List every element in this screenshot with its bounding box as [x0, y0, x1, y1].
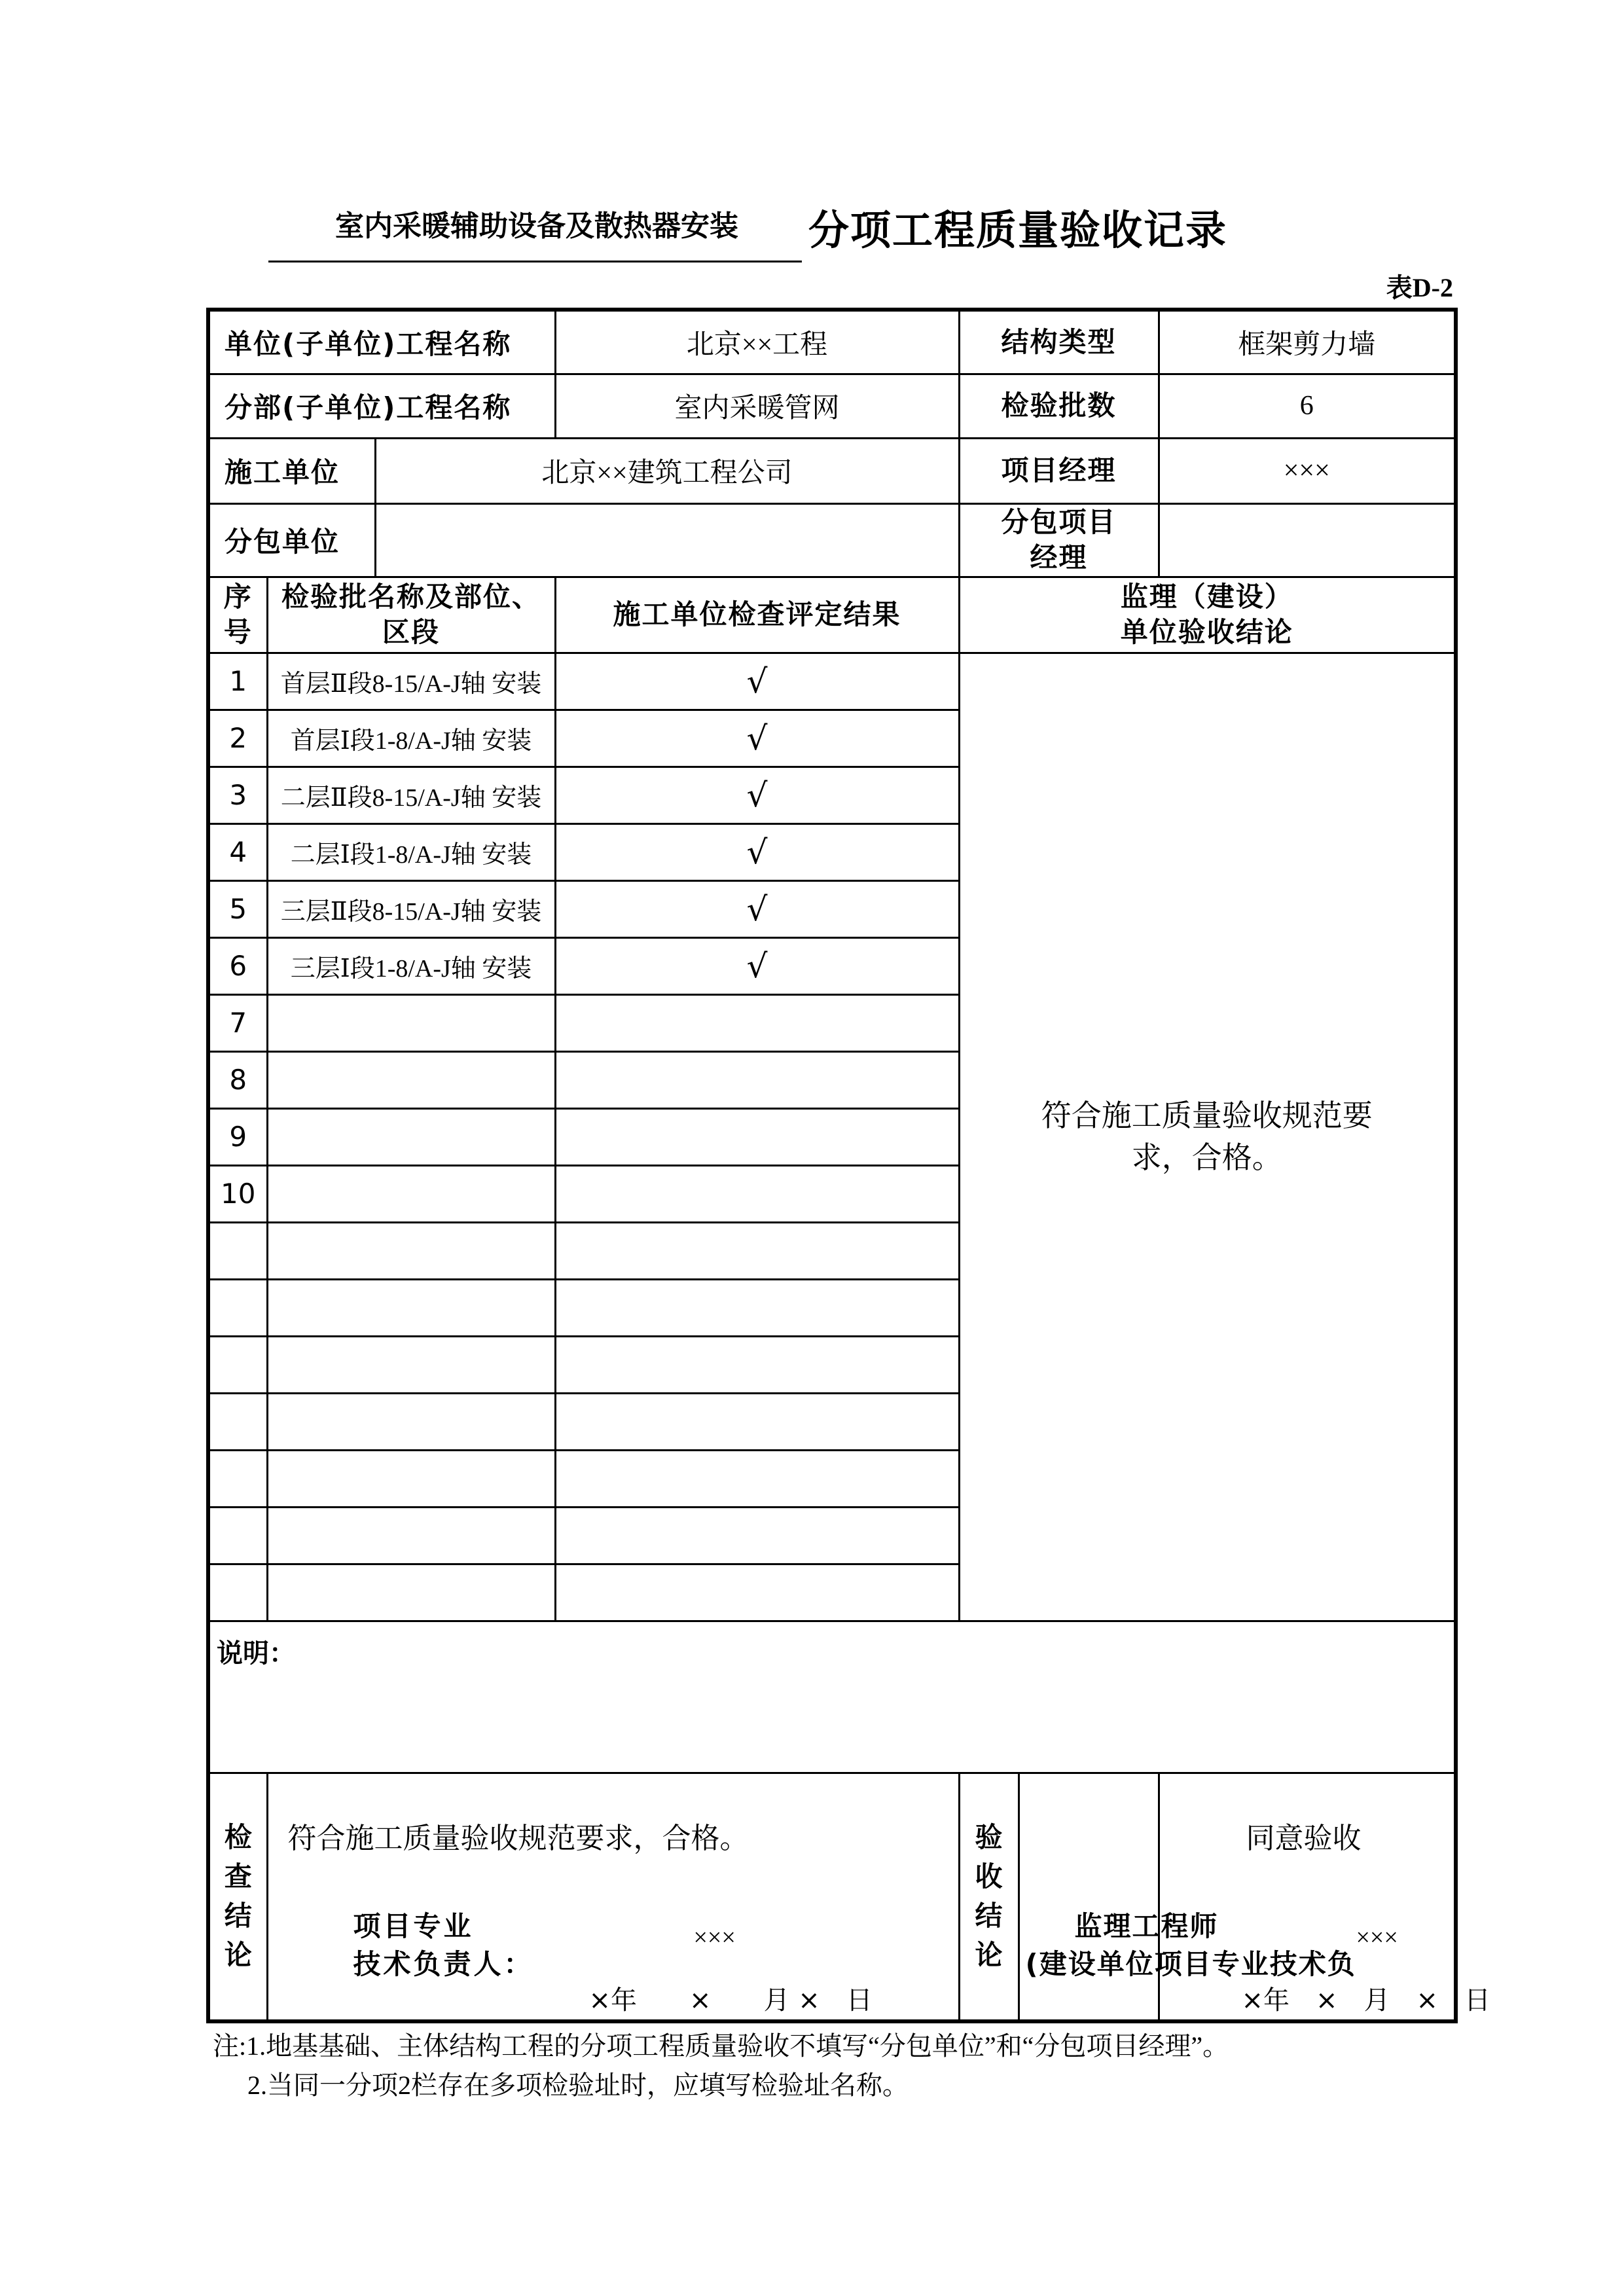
row-result: √ [555, 653, 959, 710]
contractor-value: 北京××建筑工程公司 [375, 438, 959, 503]
check-conclusion-char: 结 [224, 1900, 252, 1932]
row-result [555, 1051, 959, 1108]
col-result-header: 施工单位检查评定结果 [555, 577, 959, 653]
accept-conclusion-char: 验 [975, 1821, 1003, 1854]
notes-cell [208, 1621, 1456, 1773]
unit-project-value: 北京××工程 [555, 310, 959, 374]
row-batch [267, 1393, 555, 1450]
info-row-division [208, 374, 1456, 438]
info-row-subcontractor [208, 503, 1456, 577]
row-result [555, 1165, 959, 1222]
division-project-value: 室内采暖管网 [555, 374, 959, 438]
conclusion-row [208, 1773, 1456, 2021]
title-underline [268, 261, 802, 262]
col-supervision-header-line2: 单位验收结论 [1120, 616, 1293, 648]
batch-table-header [208, 577, 1456, 653]
sub-manager-label-line2: 经理 [1030, 541, 1088, 573]
batch-count-label: 检验批数 [959, 374, 1159, 438]
supervision-conclusion-line1: 符合施工质量验收规范要 [1041, 1098, 1373, 1132]
check-conclusion-label [208, 1773, 267, 2021]
row-batch: 二层Ⅱ段8-15/A-J轴 安装 [267, 767, 555, 823]
contractor-label: 施工单位 [208, 438, 375, 503]
footnote-line1: 注:1.地基基础、主体结构工程的分项工程质量验收不填写“分包单位”和“分包项目经理”。 [213, 2031, 1229, 2061]
supervision-conclusion-line2: 求，合格。 [1131, 1140, 1282, 1174]
structure-type-value: 框架剪力墙 [1159, 310, 1456, 374]
batch-count-value: 6 [1159, 374, 1456, 438]
row-batch [267, 1108, 555, 1165]
check-conclusion-char: 检 [224, 1821, 252, 1854]
row-batch [267, 1222, 555, 1279]
col-batch-header: 检验批名称及部位、区段 [267, 577, 555, 653]
col-seq-header-line1: 序 [223, 581, 253, 613]
accept-text: 同意验收 [1246, 1822, 1362, 1854]
row-batch: 首层Ⅰ段1-8/A-J轴 安装 [267, 710, 555, 767]
row-result: √ [555, 710, 959, 767]
accept-conclusion-char: 论 [975, 1939, 1003, 1972]
row-seq: 5 [208, 880, 267, 937]
row-batch: 首层Ⅱ段8-15/A-J轴 安装 [267, 653, 555, 710]
col-seq-header [208, 577, 267, 653]
check-date: ×年 × 月 × 日 [588, 1985, 873, 2015]
table-row [208, 653, 1456, 710]
row-result [555, 1450, 959, 1507]
row-result: √ [555, 937, 959, 994]
row-result [555, 1108, 959, 1165]
project-manager-label: 项目经理 [959, 438, 1159, 503]
notes-row [208, 1621, 1456, 1773]
form-code: 表D-2 [1386, 273, 1453, 302]
subcontractor-value [375, 503, 959, 577]
project-manager-value: ××× [1159, 438, 1456, 503]
check-conclusion-char: 查 [224, 1860, 252, 1893]
row-result: √ [555, 823, 959, 880]
row-batch: 三层Ⅱ段8-15/A-J轴 安装 [267, 880, 555, 937]
row-seq: 4 [208, 823, 267, 880]
row-result [555, 1564, 959, 1621]
structure-type-label: 结构类型 [959, 310, 1159, 374]
sub-manager-label [959, 503, 1159, 577]
row-seq: 2 [208, 710, 267, 767]
subcontractor-label: 分包单位 [208, 503, 375, 577]
row-result [555, 1336, 959, 1393]
row-seq [208, 1336, 267, 1393]
engineer-label-line2: (建设单位项目专业技术负 [1025, 1947, 1356, 1980]
row-seq [208, 1279, 267, 1336]
info-row-contractor [208, 438, 1456, 503]
col-supervision-header-line1: 监理（建设） [1120, 581, 1293, 613]
row-seq: 8 [208, 1051, 267, 1108]
row-batch [267, 994, 555, 1051]
row-batch [267, 1279, 555, 1336]
footnote-line2: 2.当同一分项2栏存在多项检验址时，应填写检验址名称。 [247, 2070, 909, 2100]
row-batch [267, 1165, 555, 1222]
tech-lead-label-line1: 项目专业 [353, 1909, 474, 1942]
row-result [555, 994, 959, 1051]
engineer-label-line1: 监理工程师 [1074, 1909, 1219, 1942]
engineer-value: ××× [1356, 1923, 1398, 1951]
tech-lead-label-line2: 技术负责人： [353, 1947, 534, 1980]
title-prefix: 室内采暖辅助设备及散热器安装 [335, 209, 738, 243]
check-conclusion-cell [267, 1773, 959, 2021]
row-seq [208, 1564, 267, 1621]
acceptance-record-table [206, 308, 1491, 2023]
sub-manager-label-line1: 分包项目 [1001, 506, 1117, 538]
row-batch [267, 1051, 555, 1108]
check-conclusion-text: 符合施工质量验收规范要求，合格。 [287, 1822, 749, 1854]
row-seq: 6 [208, 937, 267, 994]
row-seq [208, 1450, 267, 1507]
tech-lead-value: ××× [693, 1923, 736, 1951]
row-seq: 1 [208, 653, 267, 710]
row-seq: 10 [208, 1165, 267, 1222]
accept-conclusion-cell [1025, 1773, 1491, 2021]
accept-conclusion-label [960, 1774, 1020, 2020]
row-seq: 7 [208, 994, 267, 1051]
row-result: √ [555, 880, 959, 937]
division-project-label: 分部(子单位)工程名称 [208, 374, 555, 438]
row-seq: 3 [208, 767, 267, 823]
row-seq [208, 1393, 267, 1450]
row-result [555, 1393, 959, 1450]
row-batch: 二层Ⅰ段1-8/A-J轴 安装 [267, 823, 555, 880]
row-result [555, 1222, 959, 1279]
row-batch [267, 1564, 555, 1621]
row-batch [267, 1450, 555, 1507]
row-result: √ [555, 767, 959, 823]
row-seq [208, 1222, 267, 1279]
accept-date: ×年 × 月 × 日 [1241, 1985, 1491, 2015]
accept-conclusion-char: 结 [975, 1900, 1003, 1932]
unit-project-label: 单位(子单位)工程名称 [208, 310, 555, 374]
row-batch [267, 1507, 555, 1564]
supervision-conclusion [959, 653, 1456, 1621]
row-seq [208, 1507, 267, 1564]
col-supervision-header [959, 577, 1456, 653]
accept-conclusion-char: 收 [975, 1860, 1003, 1893]
accept-conclusion-label-wrap [959, 1773, 1159, 2021]
col-seq-header-line2: 号 [223, 616, 253, 648]
row-result [555, 1507, 959, 1564]
check-conclusion-char: 论 [224, 1939, 252, 1972]
page-title: 分项工程质量验收记录 [808, 206, 1228, 254]
row-batch: 三层Ⅰ段1-8/A-J轴 安装 [267, 937, 555, 994]
info-row-unit [208, 310, 1456, 374]
sub-manager-value [1159, 503, 1456, 577]
row-batch [267, 1336, 555, 1393]
row-seq: 9 [208, 1108, 267, 1165]
notes-label: 说明： [217, 1638, 295, 1669]
row-result [555, 1279, 959, 1336]
